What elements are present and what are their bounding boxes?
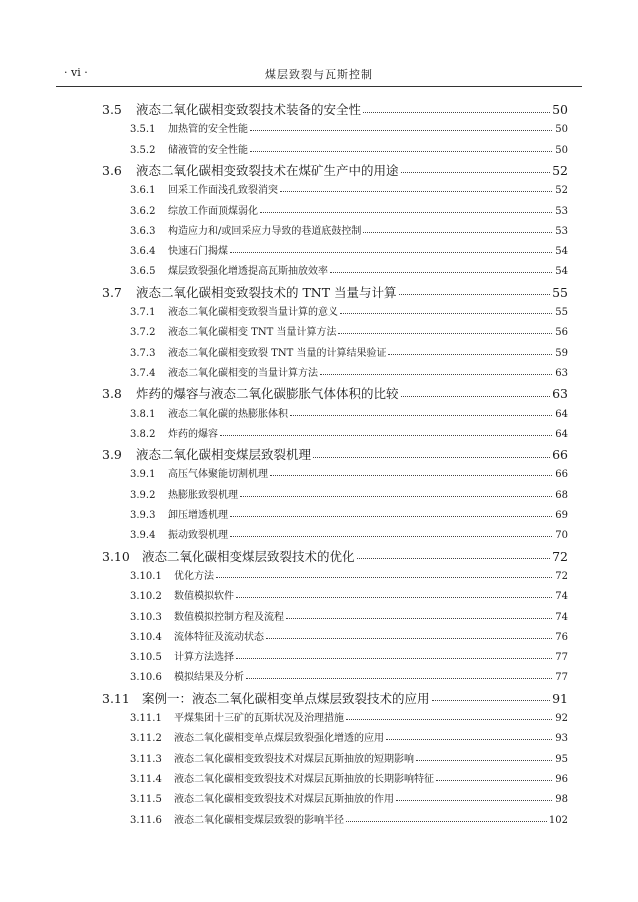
toc-subsection-entry[interactable] <box>130 222 568 237</box>
toc-section-entry[interactable] <box>102 100 568 118</box>
toc-entry-page: 66 <box>555 469 568 481</box>
toc-subsection-entry[interactable] <box>130 262 568 277</box>
toc-entry-page: 76 <box>555 631 568 643</box>
toc-dot-leader <box>340 313 552 314</box>
toc-entry-page: 70 <box>555 530 568 542</box>
toc-section-entry[interactable] <box>102 547 568 565</box>
toc-entry-title: 数值模拟软件 <box>174 591 234 603</box>
toc-subsection-entry[interactable] <box>130 323 568 338</box>
toc-dot-leader <box>313 457 550 458</box>
toc-entry-page: 102 <box>548 814 568 826</box>
toc-entry-title: 液态二氧化碳相变单点煤层致裂强化增透的应用 <box>174 733 384 745</box>
toc-subsection-entry[interactable] <box>130 242 568 257</box>
toc-entry-number: 3.10.3 <box>130 611 162 623</box>
toc-entry-page: 68 <box>555 489 568 501</box>
toc-dot-leader <box>436 780 552 781</box>
toc-entry-title: 液态二氧化碳相变致裂技术在煤矿生产中的用途 <box>136 162 399 178</box>
toc-dot-leader <box>236 658 552 659</box>
toc-subsection-entry[interactable] <box>130 141 568 156</box>
toc-entry-number: 3.10.2 <box>130 591 162 603</box>
running-header <box>56 66 582 84</box>
toc-entry-title: 液态二氧化碳相变煤层致裂的影响半径 <box>174 814 344 826</box>
toc-entry-page: 72 <box>555 570 568 582</box>
toc-entry-page: 91 <box>552 690 568 706</box>
toc-entry-title: 炸药的爆容与液态二氧化碳膨胀气体体积的比较 <box>136 386 399 402</box>
toc-subsection-entry[interactable] <box>130 120 568 135</box>
toc-dot-leader <box>250 151 552 152</box>
toc-dot-leader <box>260 212 552 213</box>
toc-entry-number: 3.10.4 <box>130 631 162 643</box>
toc-entry-number: 3.11.1 <box>130 713 162 724</box>
toc-subsection-entry[interactable] <box>130 587 568 602</box>
toc-entry-title: 流体特征及流动状态 <box>174 631 264 643</box>
toc-entry-number: 3.8 <box>102 386 122 402</box>
toc-entry-title: 高压气体聚能切割机理 <box>168 469 268 481</box>
toc-entry-page: 77 <box>555 652 568 664</box>
toc-subsection-entry[interactable] <box>130 202 568 217</box>
toc-entry-number: 3.9.3 <box>130 510 156 521</box>
toc-entry-title: 快速石门揭煤 <box>168 246 228 258</box>
toc-entry-number: 3.11 <box>102 690 130 706</box>
toc-entry-title: 计算方法选择 <box>174 652 234 664</box>
toc-entry-number: 3.6.5 <box>130 266 156 278</box>
toc-entry-title: 振动致裂机理 <box>168 530 228 542</box>
toc-entry-number: 3.11.2 <box>130 733 162 745</box>
toc-entry-number: 3.5.1 <box>130 124 156 136</box>
toc-subsection-entry[interactable] <box>130 648 568 663</box>
toc-dot-leader <box>280 191 552 192</box>
toc-dot-leader <box>250 130 552 131</box>
toc-entry-page: 55 <box>555 307 568 318</box>
toc-entry-number: 3.7.4 <box>130 367 156 379</box>
toc-entry-title: 液态二氧化碳相变 TNT 当量计算方法 <box>168 327 337 339</box>
toc-subsection-entry[interactable] <box>130 668 568 683</box>
toc-subsection-entry[interactable] <box>130 526 568 541</box>
toc-entry-title: 加热管的安全性能 <box>168 124 248 136</box>
toc-entry-number: 3.11.6 <box>130 814 162 826</box>
toc-dot-leader <box>416 760 552 761</box>
toc-entry-title: 液态二氧化碳的热膨胀体积 <box>168 408 288 420</box>
toc-entry-page: 63 <box>555 367 568 379</box>
toc-entry-title: 储液管的安全性能 <box>168 144 248 156</box>
toc-section-entry[interactable] <box>102 161 568 179</box>
toc-entry-page: 63 <box>552 386 568 402</box>
toc-dot-leader <box>401 172 551 173</box>
toc-entry-title: 模拟结果及分析 <box>174 672 244 684</box>
toc-entry-page: 98 <box>555 794 568 806</box>
toc-entry-number: 3.8.2 <box>130 428 156 440</box>
toc-entry-page: 55 <box>552 284 568 300</box>
toc-entry-number: 3.11.3 <box>130 753 162 765</box>
toc-entry-number: 3.9.1 <box>130 469 156 481</box>
toc-subsection-entry[interactable] <box>130 344 568 359</box>
toc-dot-leader <box>401 396 551 397</box>
toc-entry-number: 3.9 <box>102 447 122 463</box>
toc-entry-number: 3.10 <box>102 548 130 564</box>
toc-subsection-entry[interactable] <box>130 425 568 440</box>
toc-entry-page: 74 <box>555 611 568 623</box>
toc-entry-page: 77 <box>555 672 568 684</box>
toc-dot-leader <box>240 496 552 497</box>
toc-entry-title: 液态二氧化碳相变煤层致裂机理 <box>136 447 312 463</box>
header-rule <box>56 86 582 87</box>
toc-entry-title: 液态二氧化碳相变致裂技术对煤层瓦斯抽放的短期影响 <box>174 753 414 765</box>
toc-entry-page: 50 <box>555 124 568 136</box>
toc-entry-title: 回采工作面浅孔致裂消突 <box>168 185 278 197</box>
toc-entry-number: 3.7.2 <box>130 327 156 339</box>
toc-dot-leader <box>216 577 552 578</box>
toc-subsection-entry[interactable] <box>130 628 568 643</box>
toc-entry-page: 72 <box>552 548 568 564</box>
toc-dot-leader <box>363 112 550 113</box>
toc-entry-title: 液态二氧化碳相变致裂技术的 TNT 当量与计算 <box>136 284 397 300</box>
toc-dot-leader <box>230 536 552 537</box>
toc-dot-leader <box>346 821 547 822</box>
toc-entry-title: 煤层致裂强化增透提高瓦斯抽放效率 <box>168 266 328 278</box>
toc-dot-leader <box>236 597 552 598</box>
toc-dot-leader <box>270 475 552 476</box>
toc-subsection-entry[interactable] <box>130 486 568 501</box>
toc-entry-title: 液态二氧化碳相变致裂技术对煤层瓦斯抽放的作用 <box>174 794 394 806</box>
toc-dot-leader <box>346 719 552 720</box>
toc-entry-page: 56 <box>555 327 568 339</box>
toc-entry-page: 53 <box>555 205 568 217</box>
toc-entry-title: 卸压增透机理 <box>168 510 228 521</box>
toc-dot-leader <box>338 333 552 334</box>
toc-entry-title: 构造应力和/或回采应力导致的巷道底鼓控制 <box>168 225 362 237</box>
toc-dot-leader <box>432 700 551 701</box>
toc-entry-number: 3.9.2 <box>130 489 156 501</box>
toc-subsection-entry[interactable] <box>130 790 568 805</box>
toc-entry-page: 52 <box>552 162 568 178</box>
toc-entry-number: 3.5.2 <box>130 144 156 156</box>
toc-entry-number: 3.10.6 <box>130 672 162 684</box>
toc-subsection-entry[interactable] <box>130 364 568 379</box>
toc-dot-leader <box>266 638 552 639</box>
toc-dot-leader <box>330 272 552 273</box>
toc-subsection-entry[interactable] <box>130 465 568 480</box>
toc-dot-leader <box>230 516 552 517</box>
toc-dot-leader <box>246 678 552 679</box>
toc-entry-page: 93 <box>555 733 568 745</box>
toc-dot-leader <box>399 294 551 295</box>
toc-entry-title: 案例一：液态二氧化碳相变单点煤层致裂技术的应用 <box>142 690 430 706</box>
toc-dot-leader <box>220 435 552 436</box>
toc-subsection-entry[interactable] <box>130 303 568 318</box>
toc-dot-leader <box>290 415 552 416</box>
toc-dot-leader <box>286 618 552 619</box>
toc-dot-leader <box>357 558 551 559</box>
toc-entry-number: 3.7.1 <box>130 307 156 318</box>
toc-entry-number: 3.7 <box>102 284 122 300</box>
toc-entry-title: 热膨胀致裂机理 <box>168 489 238 501</box>
toc-entry-number: 3.8.1 <box>130 408 156 420</box>
toc-section-entry[interactable] <box>102 689 568 707</box>
toc-subsection-entry[interactable] <box>130 567 568 582</box>
toc-entry-page: 92 <box>555 713 568 724</box>
toc-entry-page: 96 <box>555 773 568 785</box>
toc-entry-title: 综放工作面顶煤弱化 <box>168 205 258 217</box>
toc-entry-number: 3.10.5 <box>130 652 162 664</box>
toc-entry-number: 3.6.1 <box>130 185 156 197</box>
toc-entry-title: 液态二氧化碳相变致裂 TNT 当量的计算结果验证 <box>168 347 387 359</box>
toc-section-entry[interactable] <box>102 445 568 463</box>
toc-entry-page: 52 <box>555 185 568 197</box>
toc-entry-page: 64 <box>555 408 568 420</box>
toc-dot-leader <box>320 374 552 375</box>
toc-entry-number: 3.10.1 <box>130 570 162 582</box>
toc-entry-page: 74 <box>555 591 568 603</box>
toc-entry-page: 54 <box>555 266 568 278</box>
toc-entry-title: 液态二氧化碳相变致裂技术装备的安全性 <box>136 102 362 117</box>
toc-entry-page: 50 <box>552 102 568 117</box>
toc-entry-page: 95 <box>555 753 568 765</box>
toc-entry-page: 64 <box>555 428 568 440</box>
toc-entry-page: 53 <box>555 225 568 237</box>
toc-entry-page: 69 <box>555 510 568 521</box>
toc-subsection-entry[interactable] <box>130 729 568 744</box>
toc-dot-leader <box>386 739 552 740</box>
toc-subsection-entry[interactable] <box>130 811 568 826</box>
toc-entry-number: 3.6.2 <box>130 205 156 217</box>
toc-entry-title: 优化方法 <box>174 570 214 582</box>
toc-subsection-entry[interactable] <box>130 181 568 196</box>
toc-entry-page: 54 <box>555 246 568 258</box>
toc-entry-page: 66 <box>552 447 568 463</box>
toc-dot-leader <box>363 232 552 233</box>
toc-entry-title: 数值模拟控制方程及流程 <box>174 611 284 623</box>
toc-entry-number: 3.6.3 <box>130 225 156 237</box>
toc-entry-title: 液态二氧化碳相变的当量计算方法 <box>168 367 318 379</box>
toc-dot-leader <box>396 800 552 801</box>
toc-subsection-entry[interactable] <box>130 405 568 420</box>
toc-entry-title: 炸药的爆容 <box>168 428 218 440</box>
book-title: 煤层致裂与瓦斯控制 <box>265 68 373 81</box>
toc-entry-number: 3.6.4 <box>130 246 156 258</box>
toc-entry-number: 3.6 <box>102 162 122 178</box>
toc-entry-title: 平煤集团十三矿的瓦斯状况及治理措施 <box>174 713 344 724</box>
toc-entry-title: 液态二氧化碳相变致裂技术对煤层瓦斯抽放的长期影响特征 <box>174 773 434 785</box>
toc-entry-title: 液态二氧化碳相变致裂当量计算的意义 <box>168 307 338 318</box>
toc-entry-number: 3.5 <box>102 102 122 117</box>
toc-subsection-entry[interactable] <box>130 506 568 521</box>
toc-entry-page: 50 <box>555 144 568 156</box>
toc-entry-number: 3.7.3 <box>130 347 156 359</box>
toc-entry-page: 59 <box>555 347 568 359</box>
toc-subsection-entry[interactable] <box>130 709 568 724</box>
toc-entry-title: 液态二氧化碳相变煤层致裂技术的优化 <box>142 548 355 564</box>
toc-section-entry[interactable] <box>102 283 568 301</box>
toc-dot-leader <box>388 354 552 355</box>
toc-subsection-entry[interactable] <box>130 608 568 623</box>
toc-entry-number: 3.11.5 <box>130 794 162 806</box>
toc-section-entry[interactable] <box>102 384 568 402</box>
page-number: · vi · <box>64 66 88 79</box>
toc-entry-number: 3.11.4 <box>130 773 162 785</box>
toc-entry-number: 3.9.4 <box>130 530 156 542</box>
toc-subsection-entry[interactable] <box>130 750 568 765</box>
toc-subsection-entry[interactable] <box>130 770 568 785</box>
toc-dot-leader <box>230 252 552 253</box>
